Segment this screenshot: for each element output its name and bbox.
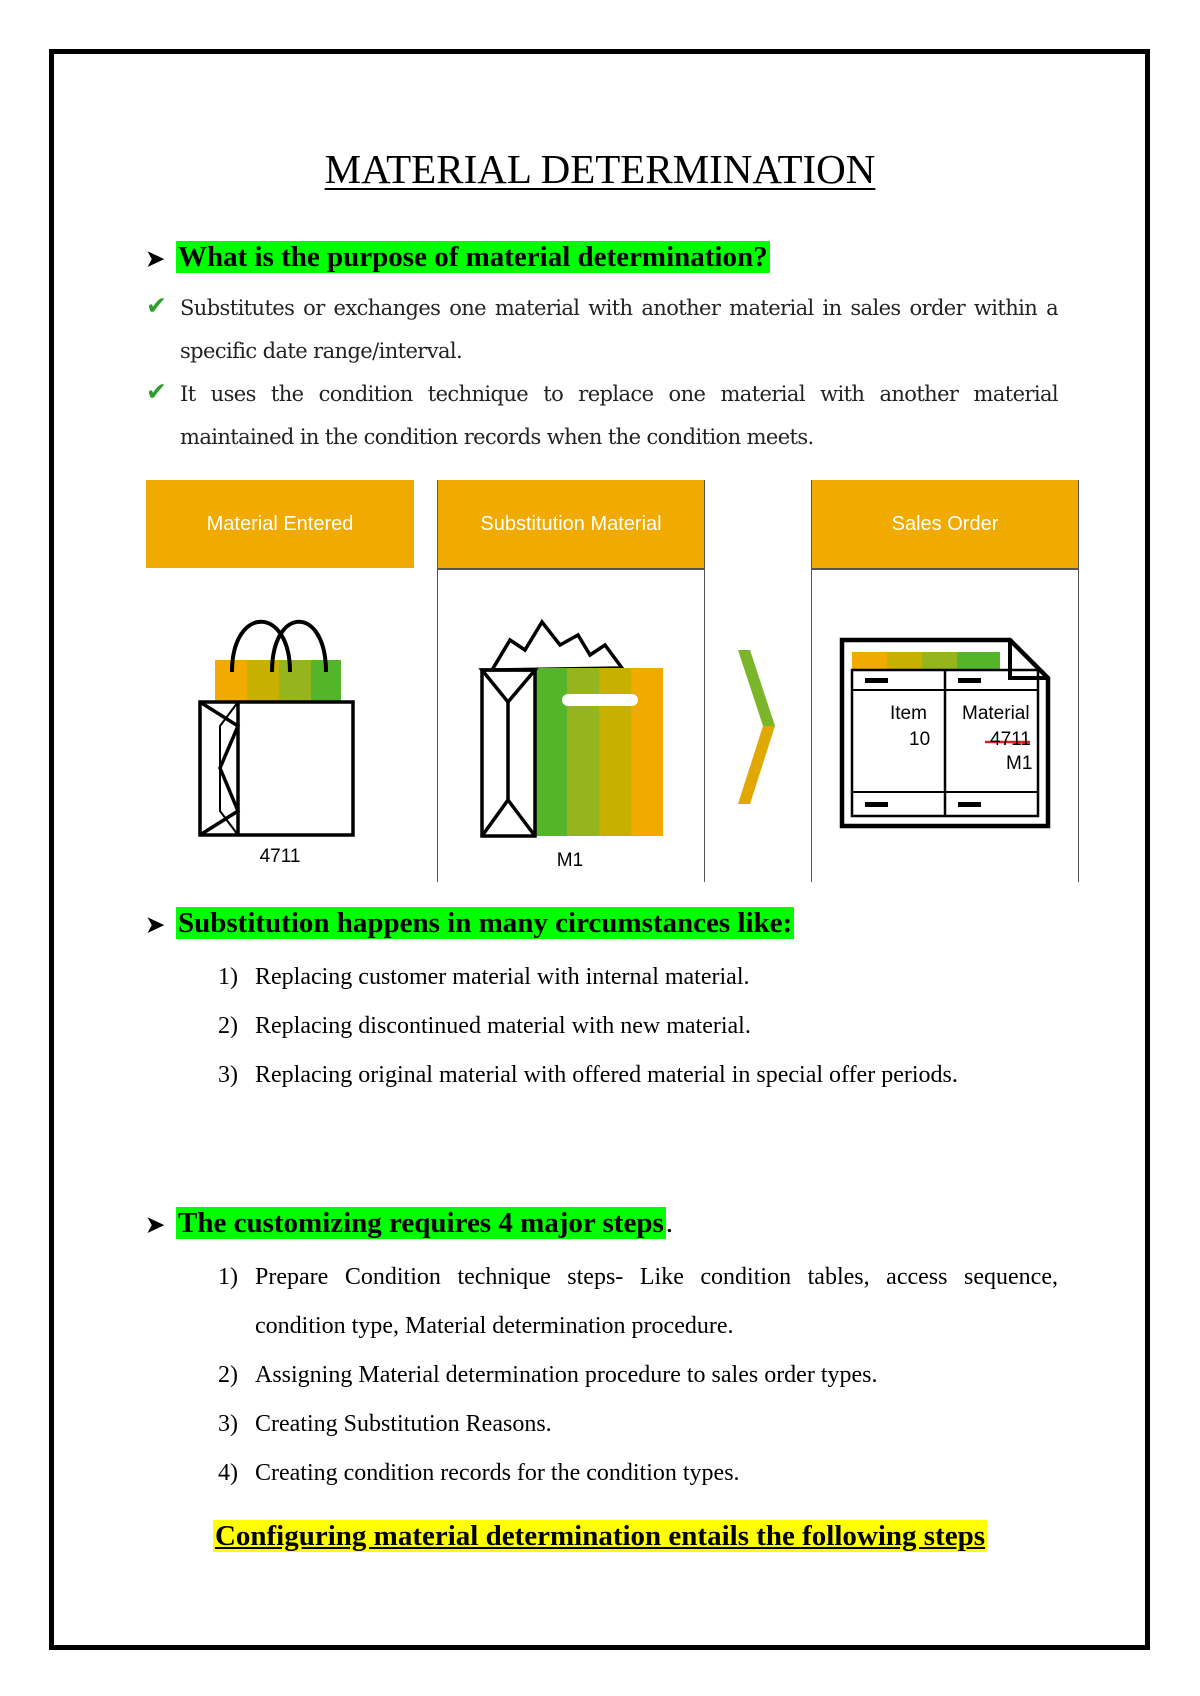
list-item: 2) Replacing discontinued material with new material. [218, 1013, 751, 1039]
list-item: ✔ It uses the condition technique to replace one material with another material maintained in the condition records when the condition meets. [146, 373, 1058, 459]
panel-header: Material Entered [146, 480, 414, 568]
circumstances-list [218, 953, 1058, 1100]
arrowhead-bullet-icon: ➤ [146, 1212, 165, 1238]
list-item: 1) Prepare Condition technique steps- Like condition tables, access sequence, condition type, Material determination procedure. [218, 1264, 1058, 1339]
chevron-right-icon [738, 650, 775, 804]
filled-bag-icon [482, 622, 663, 836]
list-item: 3) Replacing original material with offered material in special offer periods. [218, 1062, 958, 1088]
section-heading-purpose: ➤ What is the purpose of material determination? [146, 238, 770, 278]
panel-header: Sales Order [812, 480, 1078, 570]
checkmark-icon: ✔ [146, 377, 167, 406]
order-col-material: Material [962, 703, 1030, 724]
closing-line: Configuring material determination entails the following steps [214, 1520, 986, 1552]
checkmark-icon: ✔ [146, 291, 167, 320]
list-item: 3) Creating Substitution Reasons. [218, 1411, 552, 1437]
list-item: 2) Assigning Material determination procedure to sales order types. [218, 1362, 878, 1388]
arrowhead-bullet-icon: ➤ [146, 912, 165, 938]
substitute-material-code: M1 [556, 850, 584, 871]
order-old-material: 4711 [990, 729, 1031, 750]
list-item: ✔ Substitutes or exchanges one material with another material in sales order within a specific date range/interval. [146, 287, 1058, 373]
customizing-steps-list [218, 1253, 1058, 1498]
page-title: MATERIAL DETERMINATION [324, 146, 876, 192]
order-col-item: Item [890, 703, 927, 724]
shopping-bag-icon [200, 622, 353, 835]
panel-header: Substitution Material [438, 480, 704, 570]
section-heading-circumstances: ➤ Substitution happens in many circumstances like: [146, 904, 794, 944]
order-new-material: M1 [1006, 753, 1033, 774]
list-item: 1) Replacing customer material with internal material. [218, 964, 750, 990]
section-heading-customizing: ➤ The customizing requires 4 major steps. [146, 1204, 673, 1244]
entered-material-code: 4711 [259, 846, 301, 867]
list-item: 4) Creating condition records for the condition types. [218, 1460, 740, 1486]
order-item-value: 10 [909, 729, 931, 750]
arrowhead-bullet-icon: ➤ [146, 246, 165, 272]
